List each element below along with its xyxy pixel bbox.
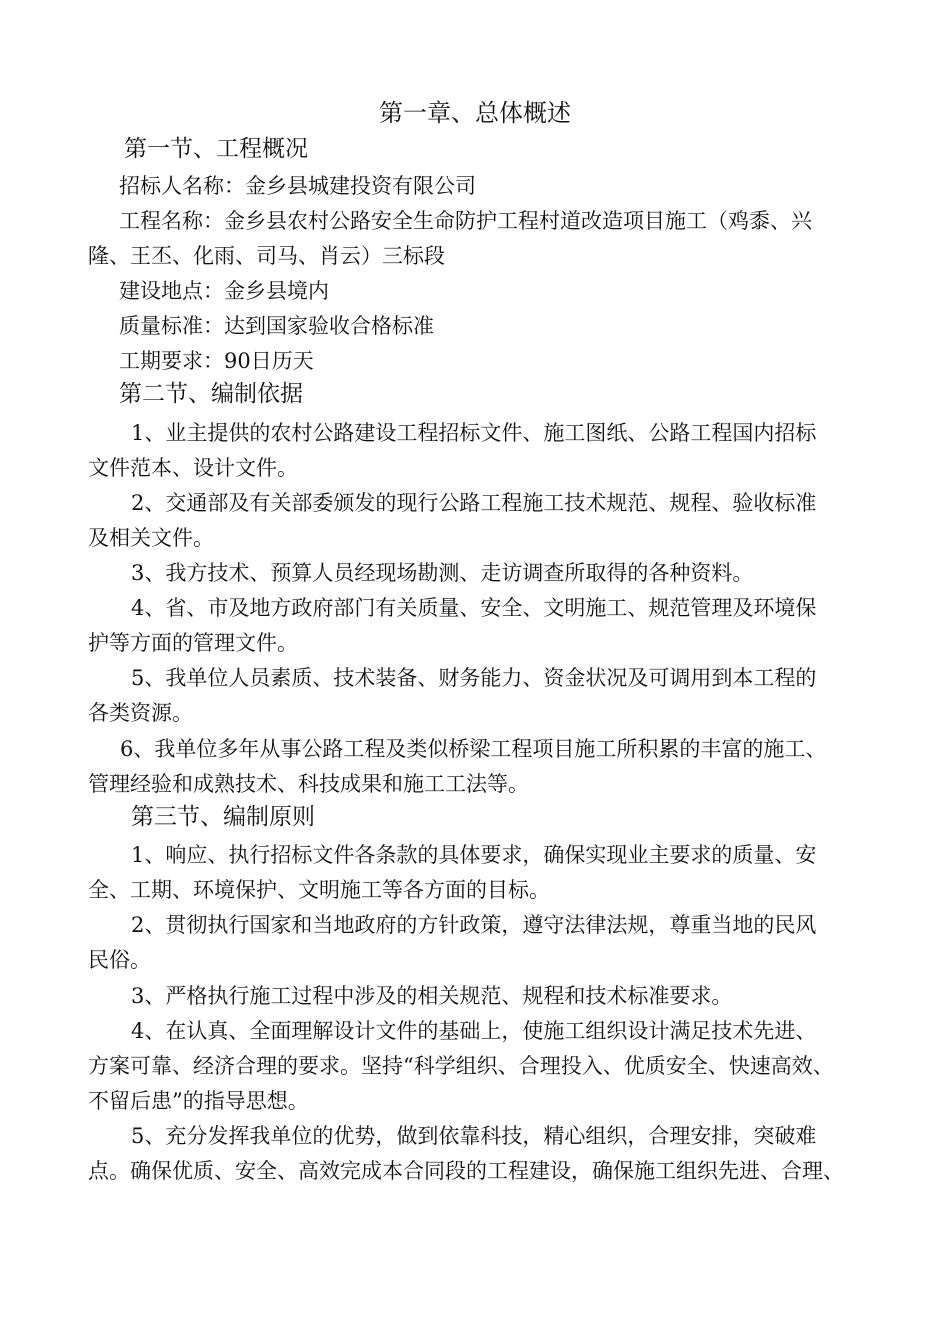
- basis-item-1-line-1: 1、业主提供的农村公路建设工程招标文件、施工图纸、公路工程国内招标: [131, 421, 817, 445]
- basis-item-2-line-1: 2、交通部及有关部委颁发的现行公路工程施工技术规范、规程、验收标准: [131, 491, 817, 515]
- principle-item-5-line-1: 5、充分发挥我单位的优势，做到依靠科技，精心组织，合理安排，突破难: [131, 1124, 817, 1148]
- principle-item-1-line-2: 全、工期、环境保护、文明施工等各方面的目标。: [88, 878, 550, 902]
- section-2-title: 第二节、编制依据: [119, 381, 303, 407]
- principle-item-3: 3、严格执行施工过程中涉及的相关规范、规程和技术标准要求。: [131, 984, 733, 1008]
- basis-item-5-line-2: 各类资源。: [88, 701, 193, 725]
- basis-item-4-line-1: 4、省、市及地方政府部门有关质量、安全、文明施工、规范管理及环境保: [131, 596, 817, 620]
- principle-item-2-line-2: 民俗。: [88, 948, 151, 972]
- chapter-title: 第一章、总体概述: [379, 99, 571, 127]
- quality-standard: 质量标准：达到国家验收合格标准: [119, 314, 434, 338]
- principle-item-4-line-1: 4、在认真、全面理解设计文件的基础上，使施工组织设计满足技术先进、: [131, 1019, 817, 1043]
- project-name-line-1: 工程名称：金乡县农村公路安全生命防护工程村道改造项目施工（鸡黍、兴: [119, 209, 812, 233]
- project-name-line-2: 隆、王丕、化雨、司马、肖云）三标段: [88, 244, 445, 268]
- basis-item-2-line-2: 及相关文件。: [88, 526, 214, 550]
- principle-item-4-line-2: 方案可靠、经济合理的要求。坚持“科学组织、合理投入、优质安全、快速高效、: [88, 1054, 834, 1078]
- principle-item-4-line-3: 不留后患”的指导思想。: [88, 1089, 309, 1113]
- bidder-name: 招标人名称：金乡县城建投资有限公司: [119, 174, 476, 198]
- principle-item-2-line-1: 2、贯彻执行国家和当地政府的方针政策，遵守法律法规，尊重当地的民风: [131, 913, 817, 937]
- basis-item-6-line-2: 管理经验和成熟技术、科技成果和施工工法等。: [88, 772, 529, 796]
- basis-item-3: 3、我方技术、预算人员经现场勘测、走访调查所取得的各种资料。: [131, 561, 754, 585]
- construction-period: 工期要求：90日历天: [119, 349, 314, 373]
- section-3-title: 第三节、编制原则: [131, 804, 315, 830]
- construction-location: 建设地点：金乡县境内: [119, 279, 329, 303]
- basis-item-1-line-2: 文件范本、设计文件。: [88, 456, 298, 480]
- principle-item-5-line-2: 点。确保优质、安全、高效完成本合同段的工程建设，确保施工组织先进、合理、: [88, 1159, 844, 1183]
- section-1-title: 第一节、工程概况: [124, 136, 308, 162]
- principle-item-1-line-1: 1、响应、执行招标文件各条款的具体要求，确保实现业主要求的质量、安: [131, 843, 817, 867]
- basis-item-4-line-2: 护等方面的管理文件。: [88, 631, 298, 655]
- basis-item-6-line-1: 6、我单位多年从事公路工程及类似桥梁工程项目施工所积累的丰富的施工、: [120, 737, 827, 761]
- basis-item-5-line-1: 5、我单位人员素质、技术装备、财务能力、资金状况及可调用到本工程的: [131, 666, 817, 690]
